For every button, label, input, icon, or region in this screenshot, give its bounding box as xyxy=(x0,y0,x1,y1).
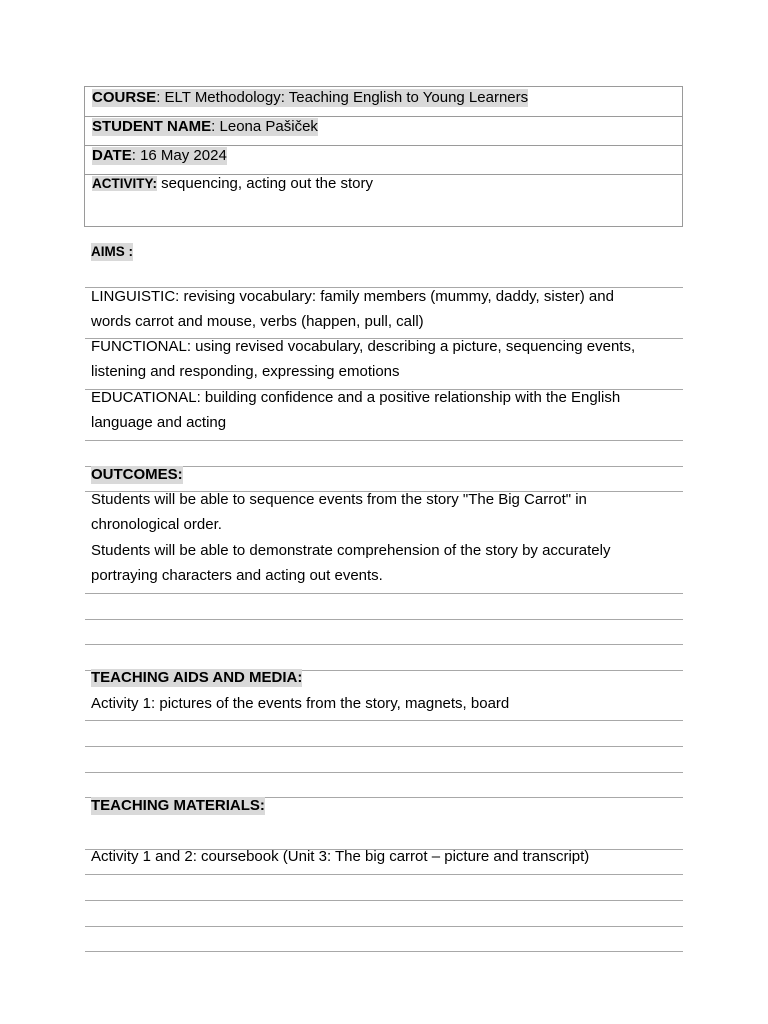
aims-linguistic-line-2: words carrot and mouse, verbs (happen, pull, call) xyxy=(91,313,424,330)
teaching-materials-line: Activity 1 and 2: coursebook (Unit 3: The big carrot – picture and transcript) xyxy=(91,848,590,865)
aims-linguistic-line-1: LINGUISTIC: revising vocabulary: family members (mummy, daddy, sister) and xyxy=(91,288,614,305)
course-row xyxy=(85,87,682,117)
aims-functional-line-1: FUNCTIONAL: using revised vocabulary, describing a picture, sequencing events, xyxy=(91,338,636,355)
student-name-field: STUDENT NAME: Leona Pašiček xyxy=(92,118,318,135)
rule-line xyxy=(85,619,683,620)
rule-line xyxy=(85,951,683,952)
student-name-row xyxy=(85,116,682,146)
rule-line xyxy=(85,644,683,645)
date-field: DATE: 16 May 2024 xyxy=(92,147,227,164)
activity-row xyxy=(85,174,682,226)
course-field: COURSE: ELT Methodology: Teaching English to Young Learners xyxy=(92,89,529,106)
rule-line xyxy=(85,720,683,721)
outcome-line-4: portraying characters and acting out events. xyxy=(91,567,383,584)
outcomes-heading: OUTCOMES: xyxy=(91,466,183,483)
outcome-line-3: Students will be able to demonstrate comprehension of the story by accurately xyxy=(91,542,611,559)
rule-line xyxy=(85,772,683,773)
aims-heading: AIMS : xyxy=(91,244,133,259)
date-row xyxy=(85,145,682,175)
aims-educational-line-1: EDUCATIONAL: building confidence and a positive relationship with the English xyxy=(91,389,621,406)
outcome-line-1: Students will be able to sequence events from the story "The Big Carrot" in xyxy=(91,491,587,508)
rule-line xyxy=(85,440,683,441)
outcome-line-2: chronological order. xyxy=(91,516,222,533)
rule-line xyxy=(85,746,683,747)
rule-line xyxy=(85,593,683,594)
aims-educational-line-2: language and acting xyxy=(91,414,227,431)
teaching-aids-line: Activity 1: pictures of the events from the story, magnets, board xyxy=(91,695,510,712)
teaching-materials-heading: TEACHING MATERIALS: xyxy=(91,797,265,814)
header-table xyxy=(84,86,683,227)
teaching-aids-heading: TEACHING AIDS AND MEDIA: xyxy=(91,669,303,686)
rule-line xyxy=(85,900,683,901)
activity-field: ACTIVITY: sequencing, acting out the story xyxy=(92,175,373,192)
rule-line xyxy=(85,874,683,875)
aims-functional-line-2: listening and responding, expressing emotions xyxy=(91,363,400,380)
rule-line xyxy=(85,926,683,927)
